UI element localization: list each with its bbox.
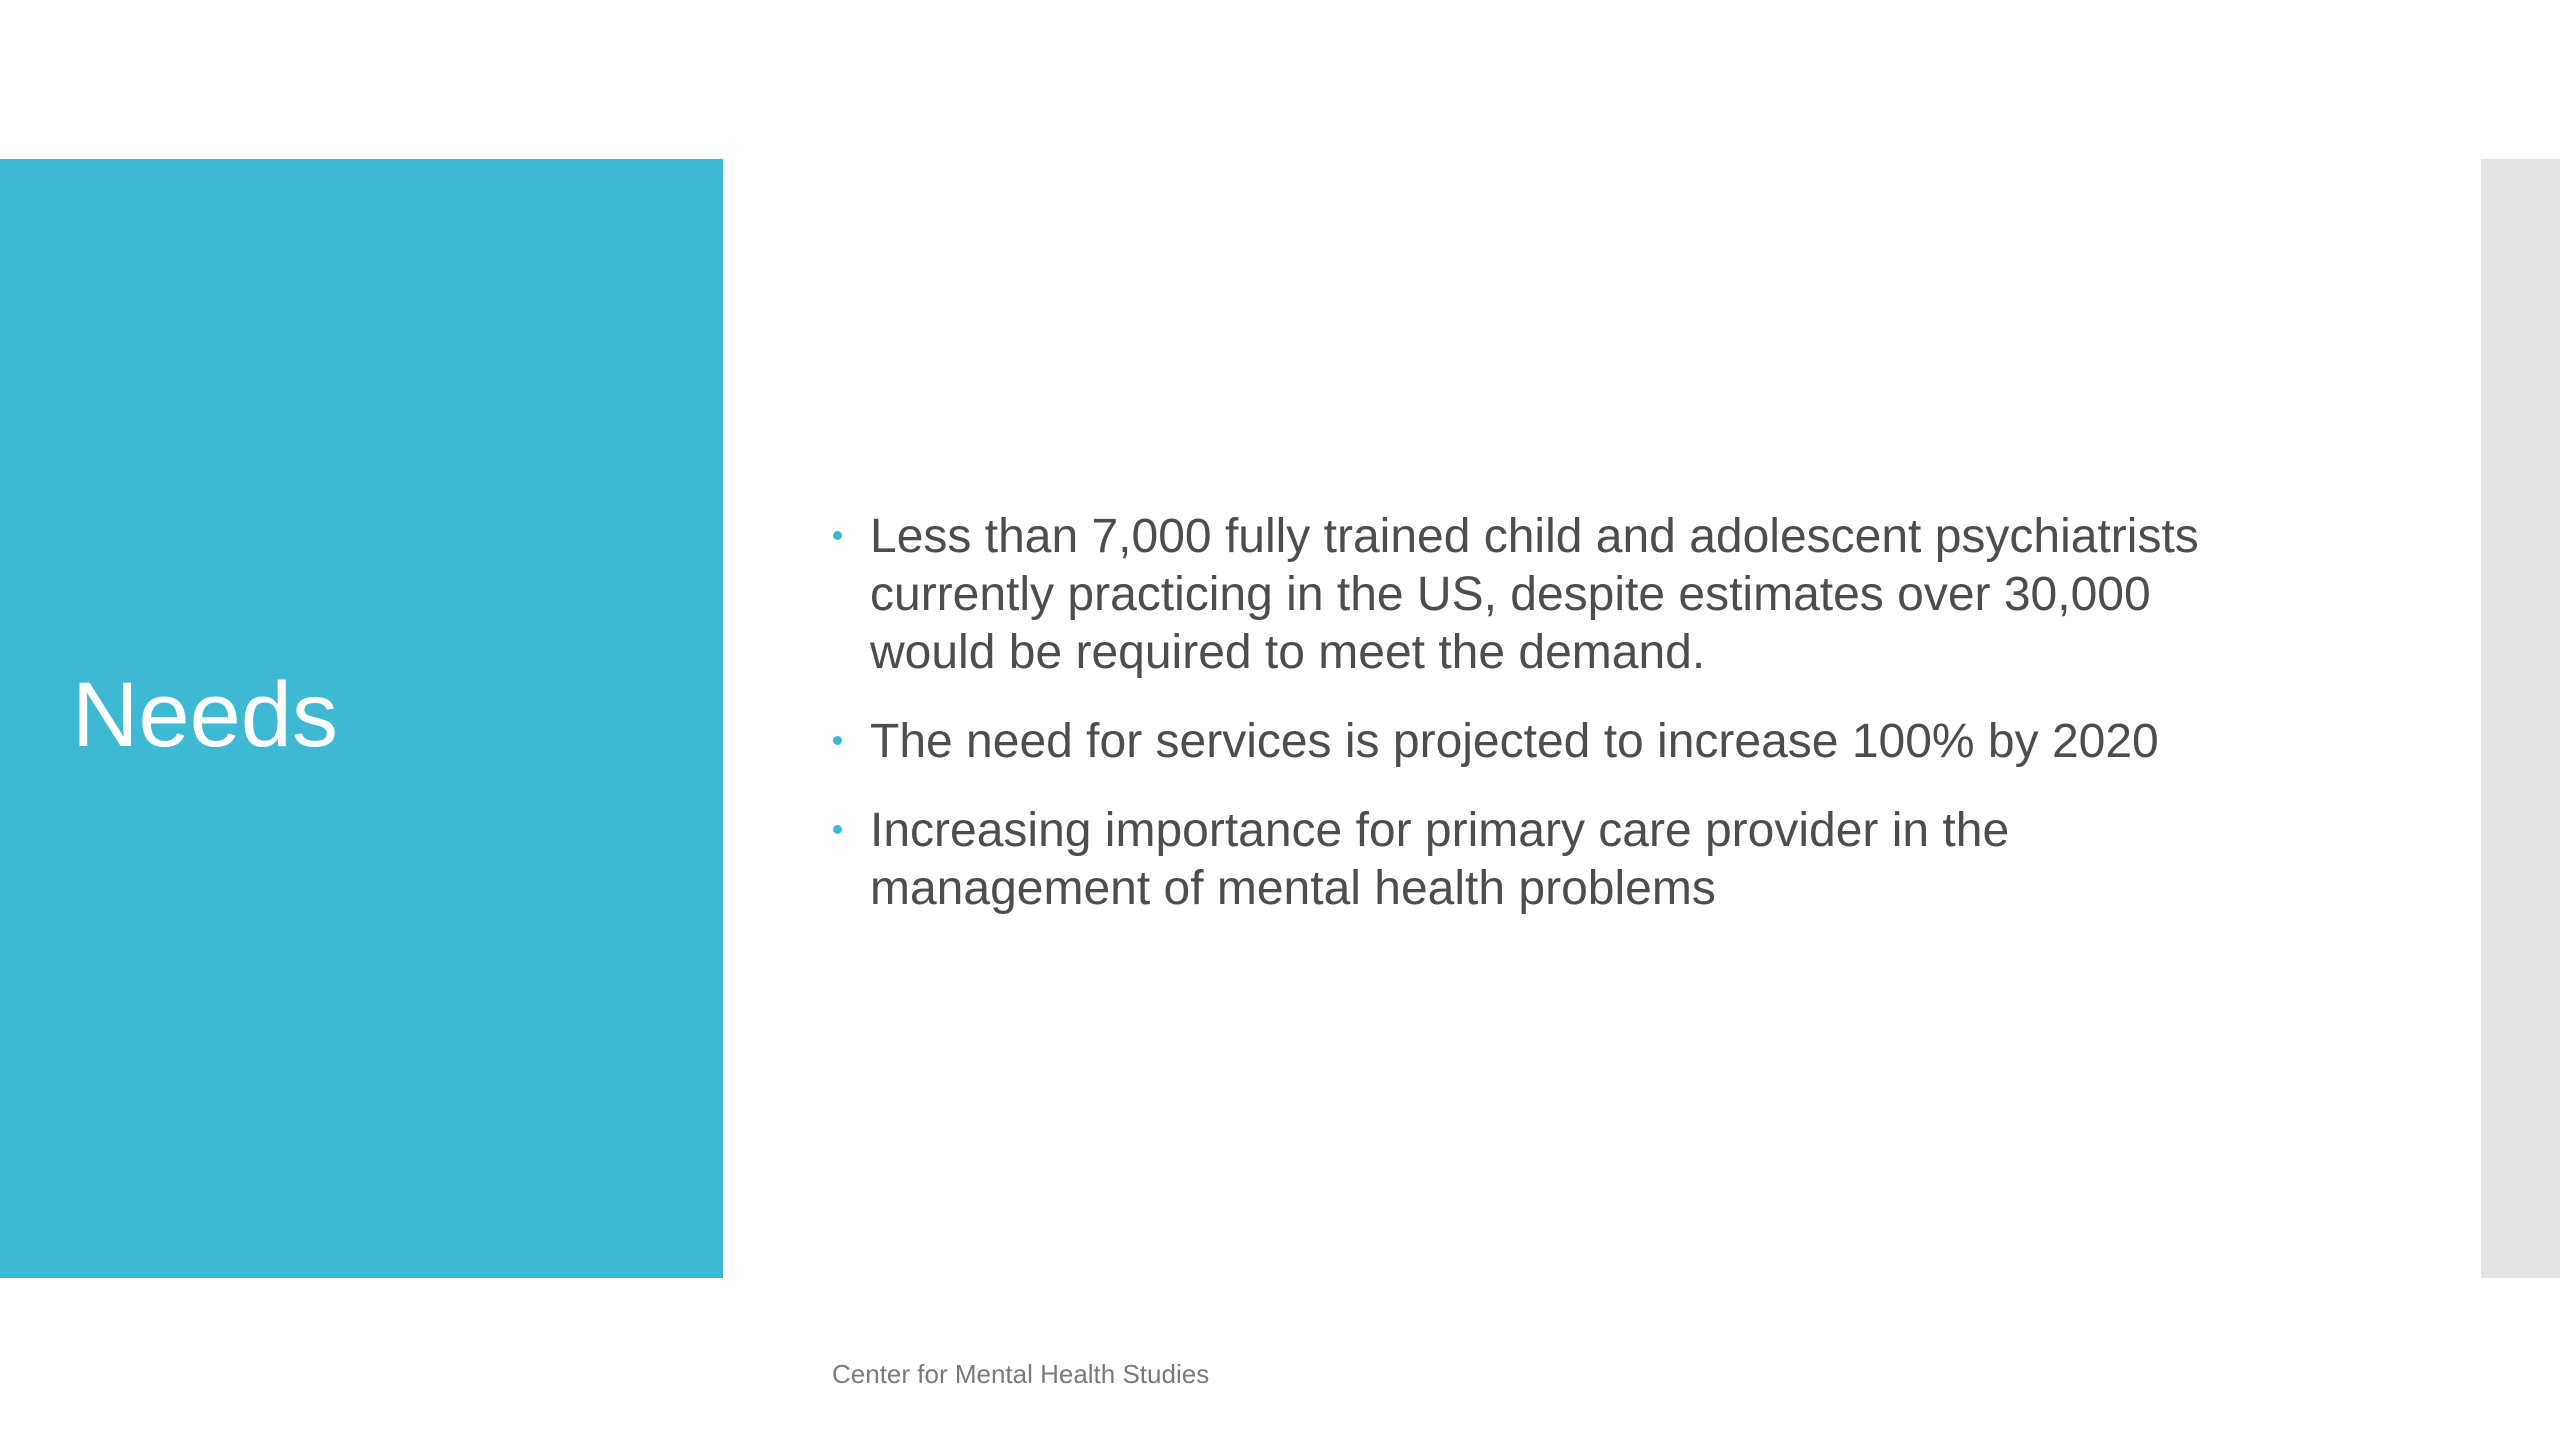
bullet-text: Increasing importance for primary care provider in the management of mental health problems bbox=[870, 804, 2010, 915]
bullet-list bbox=[830, 508, 2270, 949]
bullet-item bbox=[830, 713, 2270, 771]
bullet-item bbox=[830, 802, 2270, 918]
bullet-dot-icon bbox=[833, 825, 842, 834]
bullet-dot-icon bbox=[833, 736, 842, 745]
footer-text: Center for Mental Health Studies bbox=[832, 1359, 1210, 1389]
bullet-dot-icon bbox=[833, 531, 842, 540]
slide-title: Needs bbox=[72, 664, 338, 766]
right-side-bar bbox=[2481, 159, 2560, 1278]
bullet-text: Less than 7,000 fully trained child and adolescent psychiatrists currently practicing in the US, despite estimates over 30,000 would be required to meet the demand. bbox=[870, 510, 2199, 679]
bullet-text: The need for services is projected to increase 100% by 2020 bbox=[870, 715, 2159, 768]
bullet-item bbox=[830, 508, 2270, 682]
